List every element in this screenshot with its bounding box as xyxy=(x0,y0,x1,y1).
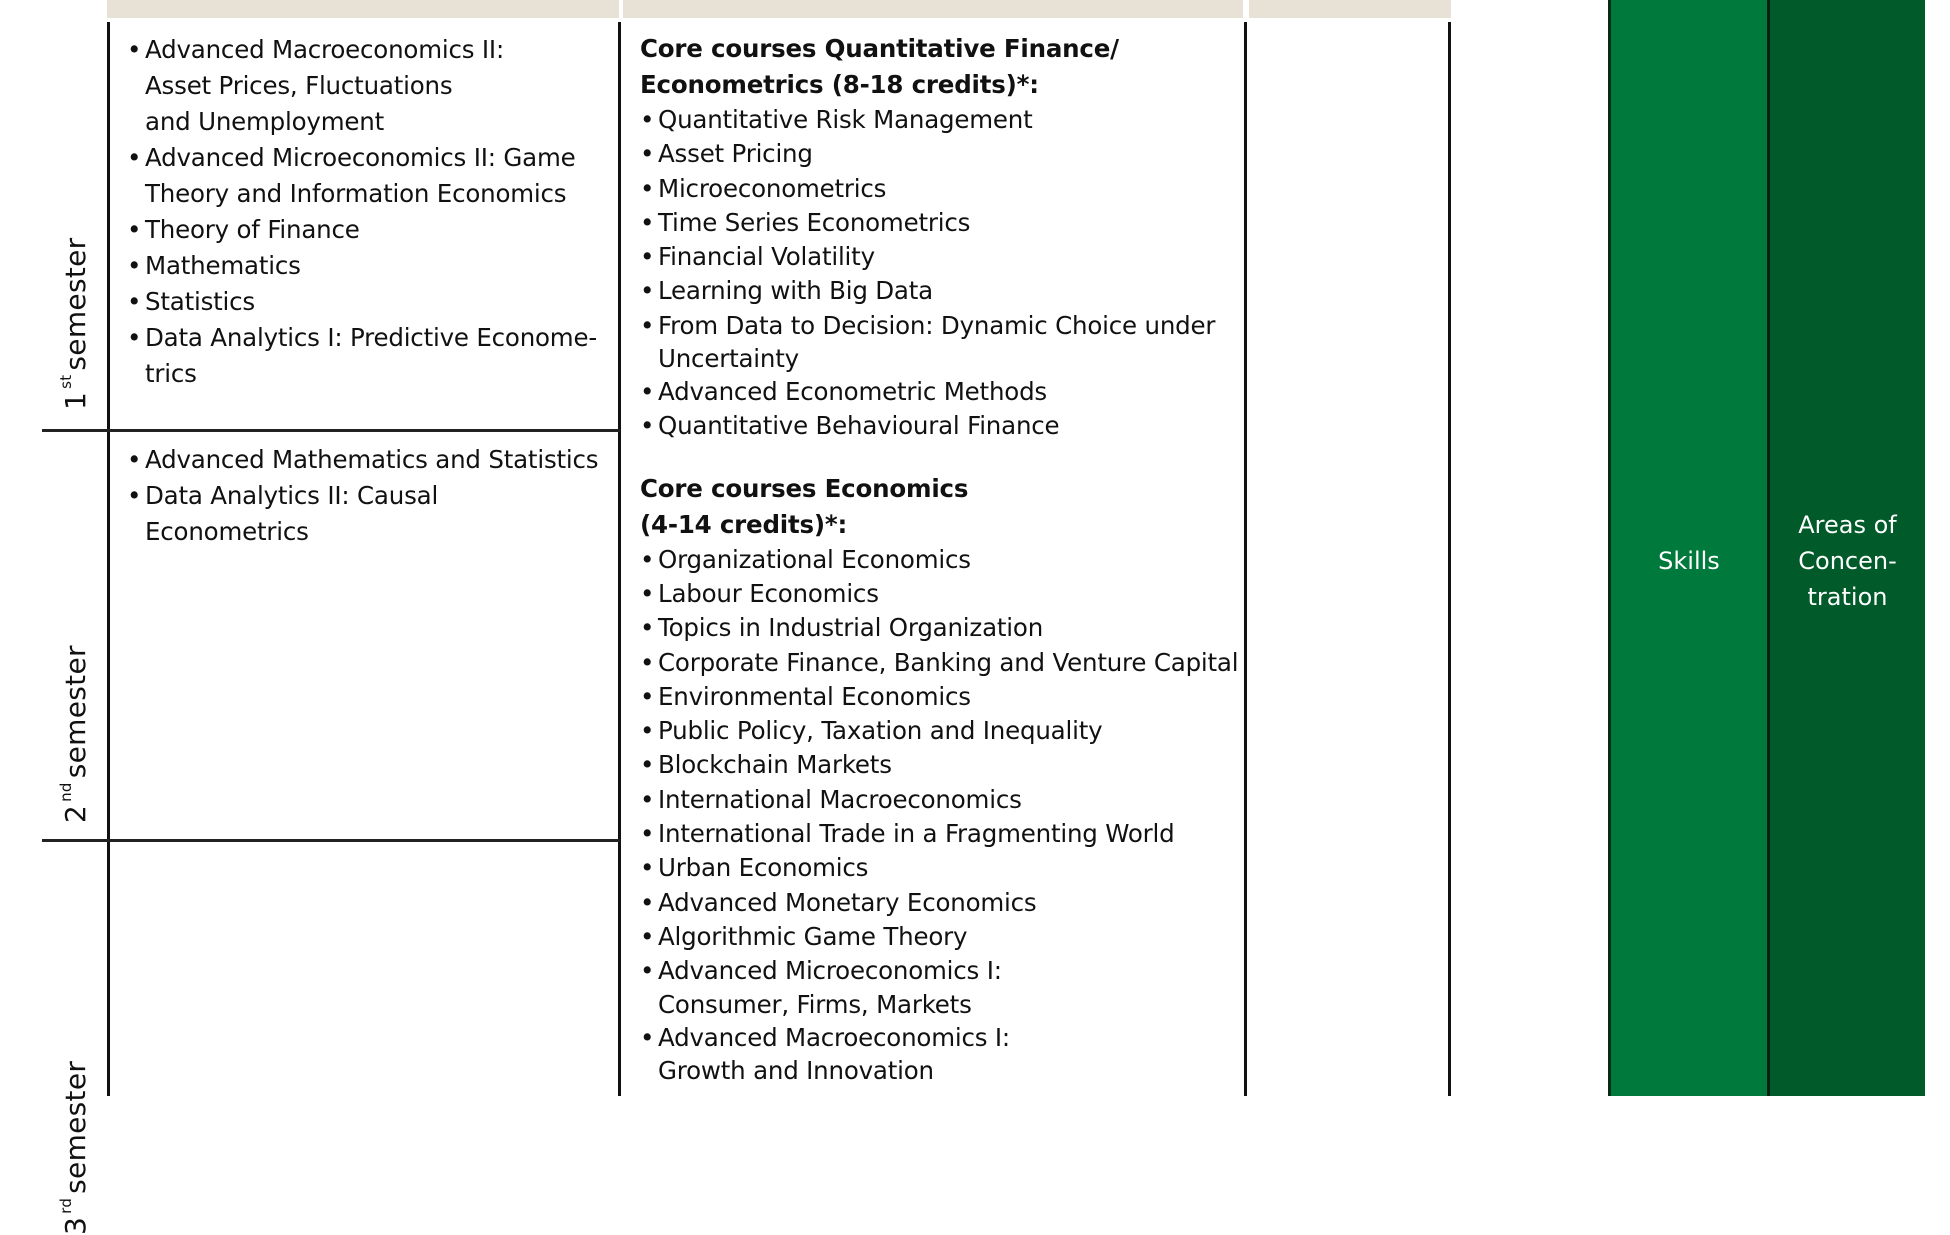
core-course xyxy=(640,1021,1240,1087)
course-line: • Learning with Big Data xyxy=(658,276,933,306)
course-line: • Topics in Industrial Organization xyxy=(658,613,1044,643)
semester-label-2: 2ndsemester xyxy=(57,645,92,823)
rule-mid xyxy=(618,22,621,1096)
semester2-course xyxy=(127,442,607,478)
semester1-course xyxy=(127,248,607,284)
semester1-course xyxy=(127,284,607,320)
course-line: • Advanced Monetary Economics xyxy=(658,887,1037,917)
skills-label: Skills xyxy=(1658,547,1720,575)
course-line: • Quantitative Behavioural Finance xyxy=(658,411,1060,441)
rule-left xyxy=(107,22,110,1096)
course-line: • Theory of Finance xyxy=(145,215,360,244)
core-group-title: Core courses Economics xyxy=(640,473,969,503)
core-course xyxy=(640,886,1240,920)
core-course xyxy=(640,954,1240,1020)
core-course xyxy=(640,817,1240,851)
semester1-course xyxy=(127,320,607,392)
core-course xyxy=(640,611,1240,645)
semester1-course xyxy=(127,212,607,248)
course-line: • Algorithmic Game Theory xyxy=(658,921,968,951)
course-line: • International Macroeconomics xyxy=(658,784,1022,814)
course-line: • Advanced Microeconomics II: Game xyxy=(145,143,576,172)
course-line: trics xyxy=(145,359,197,388)
course-line: • Financial Volatility xyxy=(658,242,875,272)
semester-divider-2 xyxy=(42,839,620,842)
course-line: • Organizational Economics xyxy=(658,544,971,574)
course-line: • Public Policy, Taxation and Inequality xyxy=(658,716,1103,746)
course-line: Growth and Innovation xyxy=(658,1055,934,1085)
course-line: Uncertainty xyxy=(658,344,799,374)
core-course xyxy=(640,543,1240,577)
semester2-course-list xyxy=(127,442,607,550)
course-line: • Microeconometrics xyxy=(658,173,887,203)
core-course xyxy=(640,783,1240,817)
course-line: • Advanced Macroeconomics I: xyxy=(658,1022,1010,1052)
course-line: Asset Prices, Fluctuations xyxy=(145,71,453,100)
course-line: • Environmental Economics xyxy=(658,681,971,711)
header-band-compulsory xyxy=(107,0,619,18)
areas-of-concentration-column xyxy=(1770,0,1925,1096)
course-line: Theory and Information Economics xyxy=(145,179,567,208)
rule-right-2 xyxy=(1448,22,1451,1096)
skills-column xyxy=(1611,0,1767,1096)
course-line: • Advanced Macroeconomics II: xyxy=(145,35,505,64)
course-line: Consumer, Firms, Markets xyxy=(658,989,972,1019)
course-line: • Time Series Econometrics xyxy=(658,207,971,237)
core-course xyxy=(640,309,1240,375)
rule-right-1 xyxy=(1244,22,1247,1096)
semester1-course-list xyxy=(127,32,607,392)
course-line: • Data Analytics I: Predictive Econome- xyxy=(145,323,597,352)
core-course xyxy=(640,680,1240,714)
semester1-course xyxy=(127,140,607,212)
core-course xyxy=(640,103,1240,137)
core-course xyxy=(640,240,1240,274)
semester-label-1: 1stsemester xyxy=(57,237,92,410)
core-course xyxy=(640,172,1240,206)
course-line: and Unemployment xyxy=(145,107,385,136)
core-courses-column xyxy=(640,31,1240,1087)
course-line: • Asset Pricing xyxy=(658,139,813,169)
course-line: • Urban Economics xyxy=(658,853,869,883)
semester-label-3: 3rdsemester xyxy=(57,1060,92,1235)
header-band-electives xyxy=(1249,0,1451,18)
course-line: • Statistics xyxy=(145,287,255,316)
core-course xyxy=(640,851,1240,885)
core-course xyxy=(640,748,1240,782)
core-course xyxy=(640,714,1240,748)
course-line: • Advanced Microeconomics I: xyxy=(658,956,1002,986)
semester2-course xyxy=(127,478,607,550)
course-line: • Data Analytics II: Causal Econometrics xyxy=(145,481,439,546)
core-course-group xyxy=(640,31,1240,444)
core-course xyxy=(640,920,1240,954)
course-line: • Blockchain Markets xyxy=(658,750,892,780)
course-line: • International Trade in a Fragmenting World xyxy=(658,819,1175,849)
core-course xyxy=(640,137,1240,171)
core-course xyxy=(640,375,1240,409)
semester-divider-1 xyxy=(42,429,620,432)
course-line: • Corporate Finance, Banking and Venture Capital xyxy=(658,647,1239,677)
course-line: • Quantitative Risk Management xyxy=(658,105,1033,134)
core-course xyxy=(640,646,1240,680)
group-spacer xyxy=(640,444,1240,471)
core-course xyxy=(640,577,1240,611)
core-group-title: (4-14 credits)*: xyxy=(640,509,848,539)
semester1-course xyxy=(127,32,607,140)
core-course xyxy=(640,206,1240,240)
core-group-title: Core courses Quantitative Finance/ xyxy=(640,34,1119,63)
core-course-group xyxy=(640,471,1240,1087)
areas-of-concentration-label: Areas of Concen- tration xyxy=(1798,511,1897,611)
core-course xyxy=(640,274,1240,308)
course-line: • From Data to Decision: Dynamic Choice under xyxy=(658,310,1216,340)
core-course xyxy=(640,409,1240,443)
course-line: • Labour Economics xyxy=(658,578,879,608)
course-line: • Advanced Mathematics and Statistics xyxy=(145,445,599,474)
course-line: • Mathematics xyxy=(145,251,301,280)
core-group-title: Econometrics (8-18 credits)*: xyxy=(640,70,1039,99)
course-line: • Advanced Econometric Methods xyxy=(658,377,1047,407)
header-band-core xyxy=(623,0,1243,18)
